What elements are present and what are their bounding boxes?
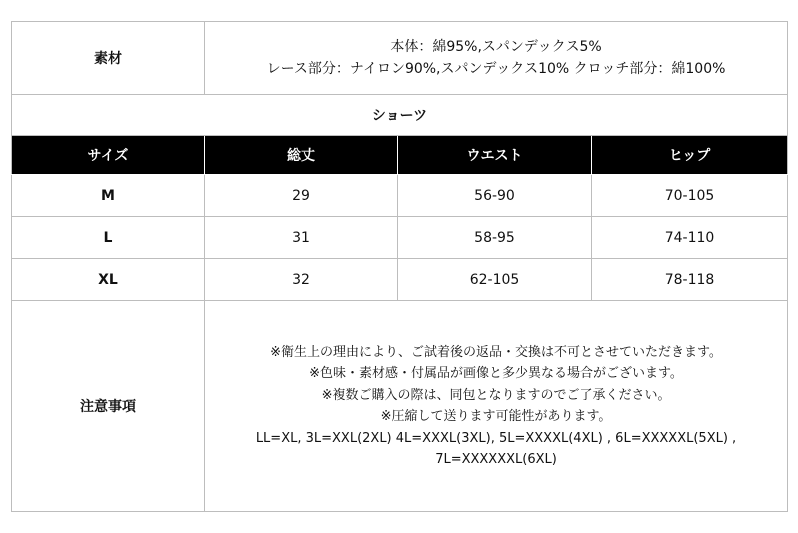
notes-details bbox=[205, 301, 788, 512]
header-length: 総丈 bbox=[205, 136, 398, 175]
notes-label: 注意事項 bbox=[12, 301, 205, 512]
header-hip: ヒップ bbox=[592, 136, 788, 175]
size-cell: L bbox=[12, 217, 205, 259]
waist-cell: 58-95 bbox=[398, 217, 592, 259]
length-cell: 29 bbox=[205, 175, 398, 217]
waist-cell: 62-105 bbox=[398, 259, 592, 301]
note-line: ※衛生上の理由により、ご試着後の返品・交換は不可とさせていただきます。 bbox=[270, 344, 722, 360]
product-spec-table bbox=[11, 21, 788, 512]
waist-cell: 56-90 bbox=[398, 175, 592, 217]
notes-row bbox=[12, 301, 788, 512]
header-waist: ウエスト bbox=[398, 136, 592, 175]
note-line: 7L=XXXXXXL(6XL) bbox=[435, 452, 557, 467]
material-details bbox=[205, 22, 788, 95]
table-row bbox=[12, 259, 788, 301]
note-line: ※色味・素材感・付属品が画像と多少異なる場合がございます。 bbox=[309, 366, 683, 381]
hip-cell: 78-118 bbox=[592, 259, 788, 301]
size-table-header bbox=[12, 136, 788, 175]
table-row bbox=[12, 175, 788, 217]
header-size: サイズ bbox=[12, 136, 205, 175]
material-row bbox=[12, 22, 788, 95]
length-cell: 32 bbox=[205, 259, 398, 301]
length-cell: 31 bbox=[205, 217, 398, 259]
material-label: 素材 bbox=[12, 22, 205, 95]
table-row bbox=[12, 217, 788, 259]
material-line: 本体：綿95%,スパンデックス5% bbox=[390, 39, 602, 55]
hip-cell: 74-110 bbox=[592, 217, 788, 259]
section-title: ショーツ bbox=[12, 95, 788, 136]
note-line: LL=XL, 3L=XXL(2XL) 4L=XXXL(3XL), 5L=XXXXL(4XL) , 6L=XXXXXL(5XL) , bbox=[255, 430, 737, 446]
section-title-row bbox=[12, 95, 788, 136]
size-cell: M bbox=[12, 175, 205, 217]
size-cell: XL bbox=[12, 259, 205, 301]
material-line: レース部分：ナイロン90%,スパンデックス10% クロッチ部分：綿100% bbox=[266, 61, 726, 77]
hip-cell: 70-105 bbox=[592, 175, 788, 217]
note-line: ※圧縮して送ります可能性があります。 bbox=[380, 409, 612, 424]
note-line: ※複数ご購入の際は、同包となりますのでご了承ください。 bbox=[321, 387, 671, 403]
